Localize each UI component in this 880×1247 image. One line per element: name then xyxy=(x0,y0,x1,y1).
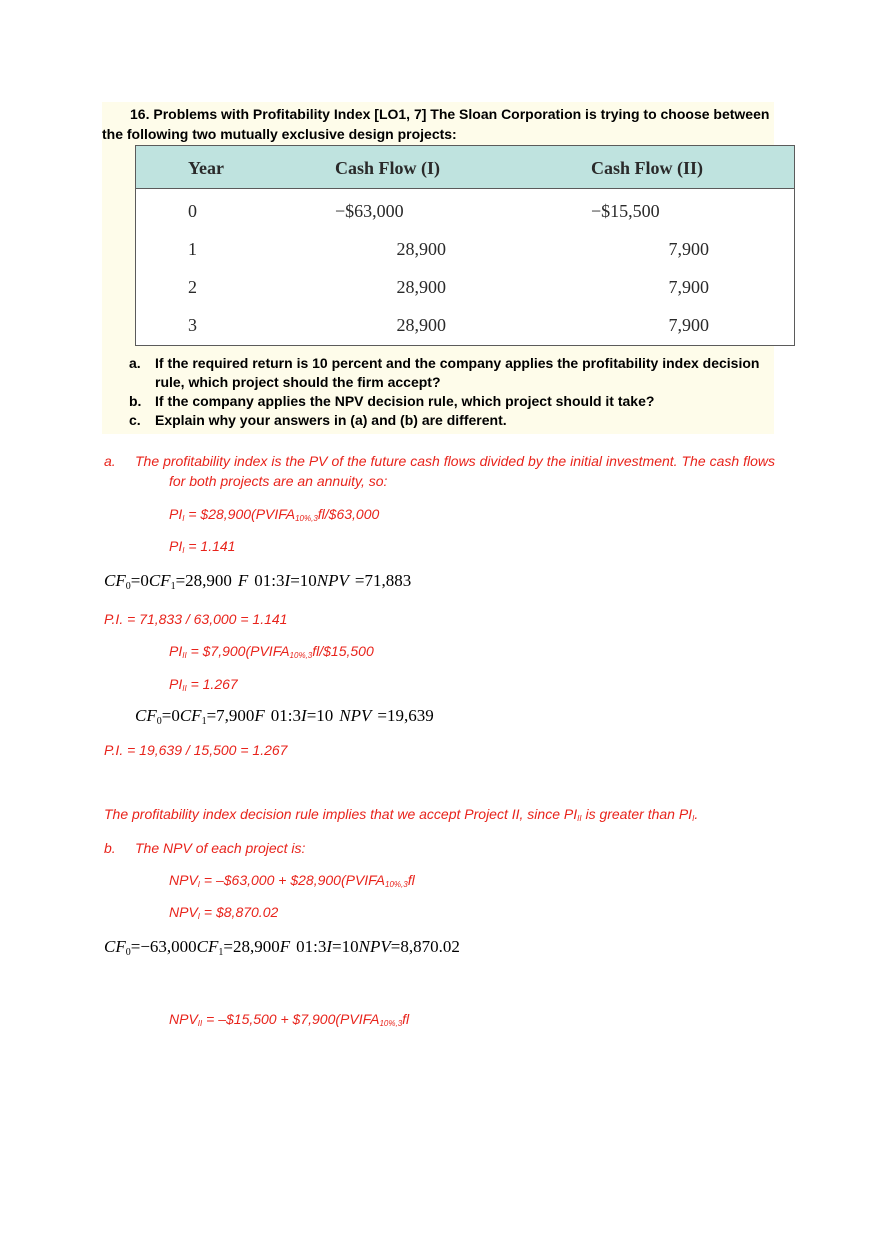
calc1-i-label: I xyxy=(284,571,291,590)
npv1-value xyxy=(169,902,278,922)
pi1-formula xyxy=(169,504,379,524)
pi2-formula-sub2: 10%,3 xyxy=(289,651,313,660)
solution-b-label: b. xyxy=(104,840,116,856)
row0-year: 0 xyxy=(188,201,197,221)
question-c xyxy=(102,411,774,430)
calc1-npv-val: =71,883 xyxy=(354,571,412,590)
pi2-value-post: = 1.267 xyxy=(186,676,238,692)
pi2-formula-mid: = $7,900(PVIFA xyxy=(186,643,290,659)
calc3-cf1-sub: 1 xyxy=(218,947,224,958)
question-c-text: Explain why your answers in (a) and (b) are different. xyxy=(155,412,507,428)
question-a-label: a. xyxy=(129,355,141,371)
solution-b-intro: The NPV of each project is: xyxy=(135,840,306,856)
calc3-cf0-label: CF xyxy=(104,937,126,956)
row2-cf1: 28,900 xyxy=(396,277,446,297)
npv2-formula-post: fl xyxy=(402,1011,410,1027)
header-cash-flow-ii: Cash Flow (II) xyxy=(591,158,704,178)
solution-a-intro-text: The profitability index is the PV of the future cash flows divided by the initial investment. The cash flows for both projects are an annuity, so: xyxy=(135,453,775,489)
calc3-i-label: I xyxy=(326,937,333,956)
calc1-npv-label: NPV xyxy=(316,571,349,590)
pi2-value xyxy=(169,674,238,694)
question-a xyxy=(102,354,774,392)
question-b-label: b. xyxy=(129,393,142,409)
calc3-npv-label: NPV xyxy=(358,937,391,956)
npv2-formula-sub2: 10%,3 xyxy=(379,1019,403,1028)
calc3-cf0-sub: 0 xyxy=(125,947,131,958)
npv1-value-pre: NPV xyxy=(169,904,198,920)
row2-year: 2 xyxy=(188,277,197,297)
calc2-f-val: 01:3 xyxy=(270,706,302,725)
cash-flow-table xyxy=(135,145,795,346)
row2-cf2: 7,900 xyxy=(668,277,709,297)
header-cash-flow-i: Cash Flow (I) xyxy=(335,158,441,178)
decision-statement xyxy=(104,804,698,824)
npv2-formula-pre: NPV xyxy=(169,1011,198,1027)
npv1-formula xyxy=(169,870,415,890)
pi2-formula xyxy=(169,641,374,661)
calc3-cf0-val: =−63,000 xyxy=(130,937,197,956)
pi2-check: P.I. = 19,639 / 15,500 = 1.267 xyxy=(104,742,288,758)
row0-cf1: −$63,000 xyxy=(335,201,404,221)
calc3-f-val: 01:3 xyxy=(296,937,327,956)
npv1-formula-post: fl xyxy=(407,872,415,888)
row3-cf2: 7,900 xyxy=(668,315,709,335)
calc2-cf0-sub: 0 xyxy=(156,716,162,727)
question-c-label: c. xyxy=(129,412,141,428)
calc1-f-label: F xyxy=(237,571,249,590)
calc2-cf1-label: CF xyxy=(179,706,202,725)
npv1-formula-sub: I xyxy=(197,880,201,889)
question-b-text: If the company applies the NPV decision rule, which project should it take? xyxy=(155,393,655,409)
calc1-cf1-label: CF xyxy=(148,571,171,590)
calc2-f-label: F xyxy=(254,706,265,725)
calc1-cf1-val: =28,900 xyxy=(175,571,232,590)
question-b xyxy=(102,392,774,411)
decision-sub2: I xyxy=(692,814,695,823)
calc2-npv-val: =19,639 xyxy=(377,706,434,725)
pi1-formula-mid: = $28,900(PVIFA xyxy=(184,506,296,522)
npv2-formula-mid: = –$15,500 + $7,900(PVIFA xyxy=(202,1011,380,1027)
calc2-cf1-sub: 1 xyxy=(201,716,207,727)
calc2-i-label: I xyxy=(301,706,307,725)
calc1-cf0-sub: 0 xyxy=(125,581,131,592)
calc1-cf0-val: =0 xyxy=(130,571,149,590)
pi1-formula-pre: PI xyxy=(169,506,183,522)
row3-cf1: 28,900 xyxy=(396,315,446,335)
pi1-check: P.I. = 71,833 / 63,000 = 1.141 xyxy=(104,611,288,627)
pi1-formula-sub2: 10%,3 xyxy=(295,514,318,523)
row1-cf2: 7,900 xyxy=(668,239,709,259)
question-list xyxy=(102,354,774,430)
calc1-i-val: =10 xyxy=(290,571,317,590)
calc1-cf0-label: CF xyxy=(104,571,126,590)
calc3-f-label: F xyxy=(279,937,291,956)
npv1-value-post: = $8,870.02 xyxy=(200,904,279,920)
pi1-formula-sub: I xyxy=(182,514,185,523)
calc3-equation xyxy=(104,936,460,958)
pi2-value-sub: II xyxy=(182,684,187,693)
calc1-f-val: 01:3 xyxy=(254,571,285,590)
calc3-cf1-label: CF xyxy=(196,937,219,956)
decision-sub: II xyxy=(577,814,582,823)
question-a-text: If the required return is 10 percent and the company applies the profitability index decision rule, which project should the firm accept? xyxy=(155,355,760,390)
calc2-cf0-label: CF xyxy=(135,706,157,725)
calc2-cf0-val: =0 xyxy=(161,706,180,725)
pi2-formula-post: fl/$15,500 xyxy=(312,643,374,659)
npv1-value-sub: I xyxy=(197,912,201,921)
calc3-npv-val: =8,870.02 xyxy=(390,937,460,956)
calc1-equation xyxy=(104,570,411,592)
calc2-i-val: =10 xyxy=(306,706,334,725)
npv1-formula-pre: NPV xyxy=(169,872,198,888)
pi1-formula-post: fl/$63,000 xyxy=(317,506,380,522)
solution-a-label: a. xyxy=(104,453,116,469)
calc3-i-val: =10 xyxy=(332,937,359,956)
calc2-cf1-val: =7,900 xyxy=(206,706,255,725)
decision-mid: is greater than PI xyxy=(581,806,693,822)
pi1-value-sub: I xyxy=(182,546,185,555)
pi2-formula-pre: PI xyxy=(169,643,183,659)
solution-a-intro xyxy=(135,451,775,491)
decision-post: . xyxy=(694,806,699,822)
calc1-cf1-sub: 1 xyxy=(170,581,176,592)
row0-cf2: −$15,500 xyxy=(591,201,660,221)
npv1-formula-sub2: 10%,3 xyxy=(385,880,408,889)
decision-pre: The profitability index decision rule implies that we accept Project II, since PI xyxy=(104,806,578,822)
pi2-value-pre: PI xyxy=(169,676,183,692)
npv2-formula xyxy=(169,1009,409,1029)
row1-year: 1 xyxy=(188,239,197,259)
pi1-value xyxy=(169,536,235,556)
calc3-cf1-val: =28,900 xyxy=(223,937,280,956)
npv2-formula-sub: II xyxy=(197,1019,203,1028)
npv1-formula-mid: = –$63,000 + $28,900(PVIFA xyxy=(200,872,386,888)
pi2-formula-sub: II xyxy=(182,651,187,660)
problem-title: 16. Problems with Profitability Index [LO1, 7] The Sloan Corporation is trying to choose between the following two mutually exclusive design projects: xyxy=(102,106,770,142)
pi1-value-post: = 1.141 xyxy=(184,538,236,554)
row3-year: 3 xyxy=(188,315,197,335)
calc2-equation xyxy=(135,705,434,727)
row1-cf1: 28,900 xyxy=(396,239,446,259)
calc2-npv-label: NPV xyxy=(339,706,372,725)
table-header-row xyxy=(136,146,794,189)
header-year: Year xyxy=(188,158,224,178)
pi1-value-pre: PI xyxy=(169,538,183,554)
